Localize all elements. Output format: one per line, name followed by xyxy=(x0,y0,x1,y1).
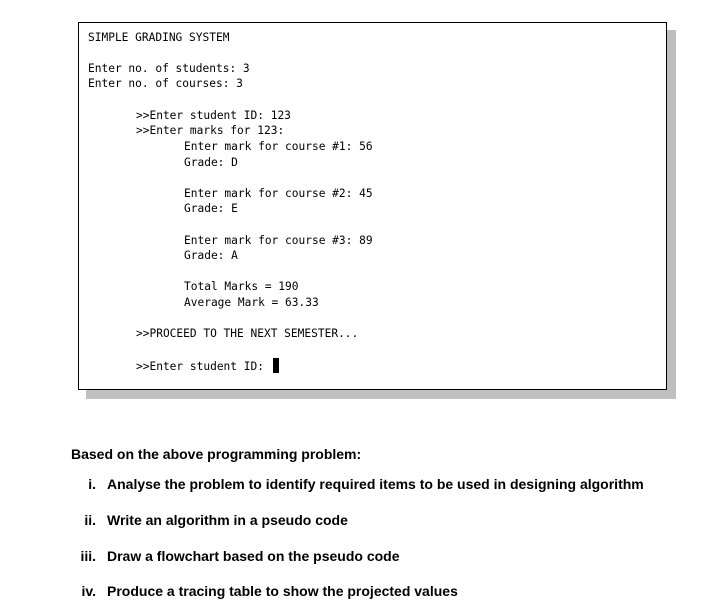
question-text: Produce a tracing table to show the projected values xyxy=(107,583,458,599)
text-cursor xyxy=(273,358,279,373)
average-mark: Average Mark = 63.33 xyxy=(184,296,319,309)
course2-grade: Grade: E xyxy=(184,202,238,215)
questions-intro: Based on the above programming problem: xyxy=(71,446,362,462)
question-number: iii. xyxy=(80,548,96,564)
question-number: iv. xyxy=(81,583,96,599)
question-text: Write an algorithm in a pseudo code xyxy=(107,512,348,528)
total-marks: Total Marks = 190 xyxy=(184,280,299,293)
question-text: Draw a flowchart based on the pseudo code xyxy=(107,548,400,564)
question-number: ii. xyxy=(84,512,96,528)
proceed-message: >>PROCEED TO THE NEXT SEMESTER... xyxy=(136,327,359,340)
courses-prompt: Enter no. of courses: 3 xyxy=(88,77,243,90)
course1-mark: Enter mark for course #1: 56 xyxy=(184,140,373,153)
question-text: Analyse the problem to identify required items to be used in designing algorithm xyxy=(107,476,644,492)
students-prompt: Enter no. of students: 3 xyxy=(88,62,250,75)
next-student-line xyxy=(136,358,279,375)
course1-grade: Grade: D xyxy=(184,156,238,169)
course3-grade: Grade: A xyxy=(184,249,238,262)
console-title: SIMPLE GRADING SYSTEM xyxy=(88,31,230,44)
next-student-prompt: >>Enter student ID: xyxy=(136,360,271,373)
marks-prompt: >>Enter marks for 123: xyxy=(136,124,285,137)
question-number: i. xyxy=(88,476,96,492)
course2-mark: Enter mark for course #2: 45 xyxy=(184,187,373,200)
student-id-prompt: >>Enter student ID: 123 xyxy=(136,109,291,122)
course3-mark: Enter mark for course #3: 89 xyxy=(184,234,373,247)
